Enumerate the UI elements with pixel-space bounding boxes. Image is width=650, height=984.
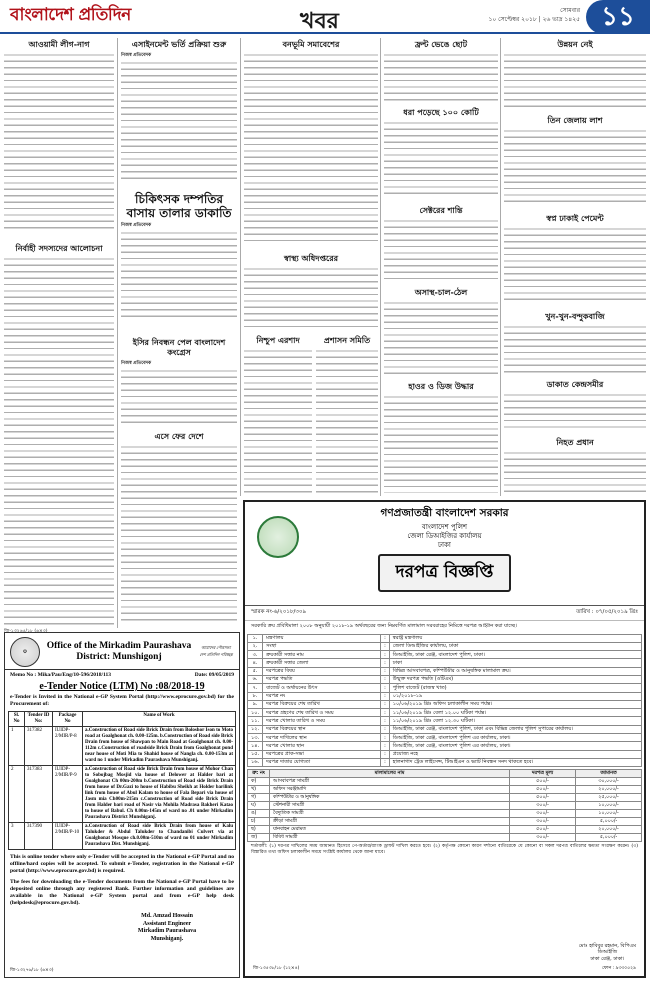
article-dream-payment[interactable]: [504, 212, 646, 308]
dateline: [488, 6, 580, 24]
memo-line: [245, 606, 644, 621]
row-colon: :: [381, 675, 390, 683]
row-key: দরপত্র বিক্রয়ের স্থান: [263, 725, 381, 733]
table-row: [248, 778, 642, 786]
item-price: ৩০০/-: [510, 818, 576, 826]
col-header: মালামালের নাম: [270, 770, 510, 778]
column-divider: [500, 38, 501, 496]
item-number: ঘ): [248, 802, 270, 810]
col-header: Sl. No: [9, 712, 25, 727]
table-row: [248, 667, 642, 675]
article-body: [384, 219, 498, 281]
byline: নিজস্ব প্রতিবেদক: [121, 223, 152, 228]
col-header: জামানত: [576, 770, 642, 778]
row-value: হালনাগাদ ট্রেড লাইসেন্স, টিআইএন ও ভ্যাট নিবন্ধন সনদ থাকতে হবে।: [389, 758, 641, 766]
signature-block: [579, 943, 636, 963]
memo-line: [5, 670, 239, 680]
ad-code-mid: জি-১৩২৬৫/১৮ (৬×৩): [4, 629, 48, 634]
org-line-1: বাংলাদেশ পুলিশ: [421, 523, 468, 531]
row-number: ১১.: [248, 717, 263, 725]
table-row: [248, 734, 642, 742]
row-number: ১২.: [248, 725, 263, 733]
row-key: দরপত্র গ্রহণের শেষ তারিখ ও সময়: [263, 709, 381, 717]
row-number: ৮.: [248, 692, 263, 700]
article-forest-rally[interactable]: [244, 38, 378, 248]
row-colon: :: [381, 717, 390, 725]
item-price: ৫০০/-: [510, 826, 576, 834]
row-number: ২.: [248, 642, 263, 650]
row-colon: :: [381, 750, 390, 758]
table-row: [248, 758, 642, 766]
headline: প্রশাসন সমিতি: [323, 336, 371, 345]
notice-intro: সরকারি ক্রয় প্রবিধিমালা ২০০৮ অনুযায়ী ২০১৮-১৯ অর্থবছরের জন্য নিম্নবর্ণিত মালামাল সরবরাহের নিমিত্তে দরপত্র আহ্বান করা যাচ্ছে।: [251, 623, 517, 629]
newspaper-logo[interactable]: বাংলাদেশ প্রতিদিন: [10, 5, 131, 25]
government-seal-icon: [257, 516, 299, 558]
row-value: ডিআইজি, ঢাকা রেঞ্জ, বাংলাদেশ পুলিশ, ঢাকা এবং বিভিন্ন জেলার পুলিশ সুপারের কার্যালয়।: [389, 725, 641, 733]
headline: উন্নয়ন নেই: [557, 40, 593, 49]
article-ershad[interactable]: [244, 334, 312, 498]
table-row: [248, 651, 642, 659]
item-price: ৫০০/-: [510, 794, 576, 802]
notice-header: [5, 633, 239, 670]
article-murders[interactable]: [504, 310, 646, 376]
row-key: দরপত্র খোলার তারিখ ও সময়: [263, 717, 381, 725]
item-security: ২০,০০০/-: [576, 826, 642, 834]
row-key: দরপত্রের প্রাক-সভা: [263, 750, 381, 758]
cell-package: IUIDP-2/MIR/P-10: [53, 823, 83, 850]
row-value: ০১/২০১৮-১৯: [389, 692, 641, 700]
table-row: [9, 766, 236, 823]
article-health-directorate[interactable]: [244, 252, 378, 332]
headline: ফ্রন্ট ভেঙে ছোট: [414, 40, 468, 49]
article-100-crore[interactable]: [384, 106, 498, 202]
cell-work: a.Construction of Road side Brick Drain from house of Kalu Talukder & Abdul Talukder to Chandanibi Culvert via at Goalghonat Mosque ch.0.00m-510m of ward no 01 under Mirkadim Paurashava Dist. Munshiganj.: [83, 823, 236, 850]
row-colon: :: [381, 758, 390, 766]
article-dacoit[interactable]: [504, 378, 646, 434]
org-line-3: ঢাকা: [438, 541, 451, 549]
article-body: [504, 129, 646, 207]
row-number: ১৩.: [248, 734, 263, 742]
row-value: ১১/০৬/২০১৯ খ্রিঃ বেলা ১২.৩০ ঘটিকা।: [389, 717, 641, 725]
article-col1-lower[interactable]: [4, 242, 114, 628]
row-colon: :: [381, 725, 390, 733]
table-row: [248, 834, 642, 842]
row-key: মন্ত্রণালয়: [263, 634, 381, 642]
day-label: সোমবার: [560, 7, 580, 14]
row-colon: :: [381, 651, 390, 659]
article-body: [121, 231, 237, 321]
notice-intro: e-Tender is Invited in the National e-GP System Portal (http://www.eprocure.gov.bd) for the Procurement of:: [10, 694, 234, 707]
e-tender-notice[interactable]: [4, 632, 240, 978]
item-number: জ): [248, 834, 270, 842]
article-haor-rescue[interactable]: [384, 380, 498, 496]
col-header: Tender ID No:: [25, 712, 53, 727]
byline: নিজস্ব প্রতিবেদক: [121, 53, 152, 58]
headline: বনভূমি সমাবেশের: [282, 40, 340, 49]
phone-number: ফোন : ৯৩৩০৫২৯: [602, 966, 636, 971]
table-row: [248, 709, 642, 717]
item-name: বৈদ্যুতিক সামগ্রী: [270, 810, 510, 818]
row-value: স্বরাষ্ট্র মন্ত্রণালয়: [389, 634, 641, 642]
signer-org: ঢাকা রেঞ্জ, ঢাকা।: [590, 955, 625, 962]
cell-tender-id: 317390: [25, 823, 53, 850]
headline: এসাইনমেন্ট ভর্তি প্রক্রিয়া শুরু: [131, 40, 227, 49]
table-row: [248, 684, 642, 692]
row-value: ১১/০৬/২০১৯ খ্রিঃ বেলা ১২.০০ ঘটিকা পর্যন্ত।: [389, 709, 641, 717]
item-security: ৩০,০০০/-: [576, 778, 642, 786]
row-number: ৪.: [248, 659, 263, 667]
row-number: ১.: [248, 634, 263, 642]
article-body: [316, 349, 378, 495]
row-colon: :: [381, 734, 390, 742]
notice-title: e-Tender Notice (LTM) No :08/2018-19: [39, 681, 205, 692]
article-body: [244, 53, 378, 245]
byline: নিজস্ব প্রতিবেদক: [121, 361, 152, 366]
article-front-break[interactable]: [384, 38, 498, 104]
signer-title: Assistant Engineer: [142, 920, 192, 927]
item-name: আসবাবপত্র সামগ্রী: [270, 778, 510, 786]
item-security: ১০,০০০/-: [576, 802, 642, 810]
row-value: প্রযোজ্য নহে: [389, 750, 641, 758]
conditions-text: শর্তাবলী: (১) দরপত্র দাখিলের সময় জামানত হিসেবে পে-অর্ডার/ব্যাংক ড্রাফট দাখিল করতে হবে। (২) কর্তৃপক্ষ কোনো কারণ দর্শানো ব্যতিরেকে যে কোনো বা সকল দরপত্র বাতিলের ক্ষমতা সংরক্ষণ করেন। (৩) বিস্তারিত তথ্য অফিস চলাকালীন সময়ে সংশ্লিষ্ট কার্যালয় থেকে জানা যাবে।: [251, 844, 638, 856]
row-value: বিভিন্ন আসবাবপত্র, কম্পিউটার ও আনুষঙ্গিক মালামাল ক্রয়।: [389, 667, 641, 675]
row-colon: :: [381, 642, 390, 650]
table-row: [248, 717, 642, 725]
ad-code: জি-১৩২৭৬/১৮ (৬×৩): [10, 968, 54, 973]
headline: আওয়ামী লীগ-নাগ: [28, 40, 90, 49]
tender-details-table: [247, 634, 642, 768]
article-body: [504, 53, 646, 109]
org-line-2: জেলা ডিআইজির কার্যালয়: [407, 532, 482, 540]
item-price: ৩০০/-: [510, 802, 576, 810]
row-key: দরপত্র দাখিলের স্থান: [263, 734, 381, 742]
table-row: [248, 794, 642, 802]
row-value: ১০/০৬/২০১৯ খ্রিঃ অফিস চলাকালীন সময় পর্যন্ত।: [389, 700, 641, 708]
article-body: [4, 257, 114, 627]
row-key: দরপত্র বিক্রয়ের শেষ তারিখ: [263, 700, 381, 708]
article-admission[interactable]: [121, 38, 237, 188]
article-ec-registration[interactable]: [121, 336, 237, 428]
article-body: [244, 349, 312, 495]
headline: অসাস্থ-চাল-ঠেল: [414, 288, 468, 297]
column-divider: [117, 38, 118, 628]
item-name: কম্পিউটার ও আনুষঙ্গিক: [270, 794, 510, 802]
notice-footer-2: The fees for downloading the e-Tender documents from the National e-GP Portal have to be deposited online through any registered Bank. Further information and guidelines are available in the National e-GP System portal and from e-GP help desk (helpdesk@eprocure.gov.bd).: [10, 879, 234, 906]
table-row: [248, 786, 642, 794]
item-price: ৫০০/-: [510, 786, 576, 794]
tender-notice-police[interactable]: [243, 500, 646, 978]
headline: এসে ফের দেশে: [154, 432, 204, 441]
article-robbery[interactable]: [121, 190, 237, 340]
table-row: [9, 727, 236, 766]
article-body: [504, 451, 646, 493]
item-number: গ): [248, 794, 270, 802]
headline: তিন জেলায় লাশ: [547, 116, 603, 125]
signer-org: Mirkadim Paurashava: [137, 928, 197, 934]
item-number: ক): [248, 778, 270, 786]
table-row: [248, 642, 642, 650]
article-body: [504, 325, 646, 373]
article-body: [384, 121, 498, 199]
masthead: [0, 0, 650, 34]
row-colon: :: [381, 634, 390, 642]
notice-header: [245, 502, 644, 606]
signer-title: ডিআইজি: [597, 949, 618, 955]
memo-number: Memo No : Mika/Pau/Eng/10-596/2018/113: [10, 672, 111, 678]
row-key: ক্রয়কারী সত্তার নাম: [263, 651, 381, 659]
tender-table: [8, 711, 236, 850]
row-key: ক্রয়কারী সত্তার জেলা: [263, 659, 381, 667]
government-title: গণপ্রজাতন্ত্রী বাংলাদেশ সরকার: [380, 507, 509, 519]
table-row: [248, 818, 642, 826]
article-body: [384, 395, 498, 493]
col-header: ক্র: নং: [248, 770, 270, 778]
row-key: দরপত্র দাতার যোগ্যতা: [263, 758, 381, 766]
office-tagline: আমাদের পৌরসভা দেশ প্রতিদিন পরিচ্ছন্ন: [199, 645, 233, 657]
signer-name: Md. Amzad Hossain: [141, 913, 193, 919]
article-body: [121, 369, 237, 427]
article-body: [121, 445, 237, 625]
row-number: ১৬.: [248, 758, 263, 766]
row-key: বাজেট ও অর্থায়নের উৎস: [263, 684, 381, 692]
cell-sl: 2: [9, 766, 25, 823]
section-title: খবর: [300, 9, 339, 34]
row-number: ৩.: [248, 651, 263, 659]
signer-place: Munshiganj.: [150, 935, 184, 942]
article-col2-lower[interactable]: [121, 430, 237, 628]
cell-sl: 3: [9, 823, 25, 850]
memo-date: Date: 09/05/2019: [194, 672, 234, 678]
signature-block: [95, 913, 239, 943]
row-colon: :: [381, 700, 390, 708]
table-row: [248, 742, 642, 750]
item-security: ৫,০০০/-: [576, 834, 642, 842]
item-security: ৫,০০০/-: [576, 818, 642, 826]
row-key: দরপত্র পদ্ধতি: [263, 675, 381, 683]
item-number: ঙ): [248, 810, 270, 818]
headline: হাওর ও ডিজ উদ্ধার: [408, 382, 474, 391]
table-row: [248, 675, 642, 683]
row-number: ৫.: [248, 667, 263, 675]
article-no-development[interactable]: [504, 38, 646, 112]
item-security: ১০,০০০/-: [576, 810, 642, 818]
notice-title: দরপত্র বিজ্ঞপ্তি: [378, 554, 512, 592]
item-security: ২৫,০০০/-: [576, 794, 642, 802]
item-number: খ): [248, 786, 270, 794]
cell-sl: 1: [9, 727, 25, 766]
item-price: ৩০০/-: [510, 810, 576, 818]
table-row: [248, 725, 642, 733]
headline: নিহত প্রধান: [556, 438, 594, 447]
row-number: ১৫.: [248, 750, 263, 758]
row-value: ডিআইজি, ঢাকা রেঞ্জ, বাংলাদেশ পুলিশ এর কার্যালয়, ঢাকা।: [389, 734, 641, 742]
row-value: পুলিশ বাজেট (রাজস্ব খাত): [389, 684, 641, 692]
row-number: ১৪.: [248, 742, 263, 750]
article-body: [244, 267, 378, 329]
table-row: [9, 823, 236, 850]
column-divider: [240, 38, 241, 496]
item-name: যানবাহন মেরামত: [270, 826, 510, 834]
article-col3-right[interactable]: [316, 334, 378, 498]
item-price: ৩০০/-: [510, 834, 576, 842]
cell-package: IUIDP-2/MIR/P-9: [53, 766, 83, 823]
memo-date: তারিখ : ০৭/০৫/২০১৯ খ্রিঃ: [576, 609, 638, 615]
notice-footer-1: This is online tender where only e-Tender will be accepted in the National e-GP Portal and no offline/hard copies will be accepted. To submit e-Tender, registration in the National e-GP portal (http://www.eprocure.gov.bd) is required.: [10, 854, 234, 874]
article-body: [504, 227, 646, 305]
table-row: [248, 826, 642, 834]
headline: খুন-খুন-বন্দুকবাজি: [545, 312, 605, 321]
headline: ডাকাত কেন্দ্রসমীর: [546, 380, 604, 389]
article-awami-league[interactable]: [4, 38, 114, 238]
table-row: [248, 700, 642, 708]
article-body: [504, 393, 646, 431]
row-colon: :: [381, 709, 390, 717]
office-name: Office of the Mirkadim Paurashava District: Munshigonj: [46, 641, 192, 662]
item-name: ক্রীড়া সামগ্রী: [270, 818, 510, 826]
item-name: বিবিধ সামগ্রী: [270, 834, 510, 842]
row-colon: :: [381, 692, 390, 700]
headline: ইসির নিবন্ধন পেল বাংলাদেশ কংগ্রেস: [132, 338, 226, 357]
headline: ধরা পড়েছে ১০০ কোটি: [403, 108, 479, 117]
row-colon: :: [381, 684, 390, 692]
table-header-row: [248, 770, 642, 778]
row-value: ডিআইজি, ঢাকা রেঞ্জ, বাংলাদেশ পুলিশ, ঢাকা।: [389, 651, 641, 659]
cell-work: a.Construction of Road side Brick Drain from house of Mohor Chan to Sobojbag Mosjid via house of Delower at Halder bari at Goalghonat Ch 00m-200m b.Construction of Road side Brick Drain from house of Dr.Gazi to house of Habibu Sheikh at Holder barilink link from house of Abul Kalam to house of Fala Bepari via house of Jasm mia Ch00m-215m c.Construction of Road side Brick Drain from Halder bari road of Nasir via Mohila Madrasa Bakheri Katao to house of Babul. Ch 0.00m-145m of ward no .01 under Mirkadim Paurashava District Munshiganj.: [83, 766, 236, 823]
row-value: উন্মুক্ত দরপত্র পদ্ধতি (ওটিএম): [389, 675, 641, 683]
item-security: ২০,০০০/-: [576, 786, 642, 794]
row-key: সংস্থা: [263, 642, 381, 650]
article-rice[interactable]: [384, 286, 498, 378]
row-value: ডিআইজি, ঢাকা রেঞ্জ, বাংলাদেশ পুলিশ এর কার্যালয়, ঢাকা।: [389, 742, 641, 750]
row-value: ঢাকা: [389, 659, 641, 667]
col-header: Package No: [53, 712, 83, 727]
headline: স্বাস্থ্য অধিদপ্তরের: [283, 254, 339, 263]
article-body: [384, 53, 498, 101]
headline: নিশ্চুপ এরশাদ: [256, 336, 300, 345]
row-key: দরপত্রের বিষয়: [263, 667, 381, 675]
table-row: [248, 634, 642, 642]
signer-name: মোঃ হাবিবুর রহমান, বিপিএম: [578, 942, 636, 949]
article-sector-peace[interactable]: [384, 204, 498, 284]
row-number: ৯.: [248, 700, 263, 708]
headline: স্বপ্ন ঢাকাই পেমেন্ট: [546, 214, 604, 223]
table-row: [248, 810, 642, 818]
page-number-badge: ১১: [586, 0, 650, 34]
table-row: [248, 802, 642, 810]
cell-tender-id: 317383: [25, 766, 53, 823]
headline: চিকিৎসক দম্পতির বাসায় তালার ডাকাতি: [126, 192, 232, 220]
column-divider: [380, 38, 381, 496]
memo-number: স্মারক নং-৬/২০১৮/৩০৯: [251, 609, 307, 615]
article-body: [121, 61, 237, 179]
row-number: ৭.: [248, 684, 263, 692]
col-header: দরপত্র মূল্য: [510, 770, 576, 778]
cell-package: IUIDP-2/MIR/P-8: [53, 727, 83, 766]
item-number: ছ): [248, 826, 270, 834]
row-number: ১০.: [248, 709, 263, 717]
row-colon: :: [381, 742, 390, 750]
article-body: [384, 301, 498, 375]
ad-code: জি-১৩৫৩৮/১৮ (১২×৪): [253, 966, 300, 971]
item-number: চ): [248, 818, 270, 826]
col-header: Name of Work: [83, 712, 236, 727]
cell-work: a.Construction of Road side Brick Drain from Boloshor Ison to Moto road at Goalghonat ch. 0.00-125m. b.Construction of Road side Brick Drain from house of Shawpan to Main Road at Goalghonat ch. 0.00-112m c.Construction of roadside Brick Drain from Goalghonat pond near house of Moti Mia to Shahid house of Nangla ch. 0.00-153m at ward no 1 under Mirkadim Paurashava Munshiganj.: [83, 727, 236, 766]
paurashava-seal-icon: ⚙: [10, 637, 40, 667]
article-killed-chief[interactable]: [504, 436, 646, 496]
row-key: দরপত্র খোলার স্থান: [263, 742, 381, 750]
article-body: [4, 53, 114, 233]
date-label: ১০ সেপ্টেম্বর ২০১৮ | ২৬ ভাদ্র ১৪২৫: [488, 16, 580, 23]
article-three-districts[interactable]: [504, 114, 646, 210]
row-colon: :: [381, 659, 390, 667]
item-name: স্টেশনারী সামগ্রী: [270, 802, 510, 810]
row-colon: :: [381, 667, 390, 675]
items-table: [247, 769, 642, 842]
headline: নির্বাহী সদস্যদের আলোচনা: [15, 244, 103, 253]
table-row: [248, 659, 642, 667]
table-row: [248, 750, 642, 758]
row-value: জেলা ডিআইজির কার্যালয়, ঢাকা: [389, 642, 641, 650]
item-price: ৫০০/-: [510, 778, 576, 786]
row-number: ৬.: [248, 675, 263, 683]
table-header-row: [9, 712, 236, 727]
table-row: [248, 692, 642, 700]
item-name: অফিস সরঞ্জামাদি: [270, 786, 510, 794]
cell-tender-id: 317382: [25, 727, 53, 766]
row-key: দরপত্র নং: [263, 692, 381, 700]
headline: সেক্টরের শান্তি: [419, 206, 463, 215]
